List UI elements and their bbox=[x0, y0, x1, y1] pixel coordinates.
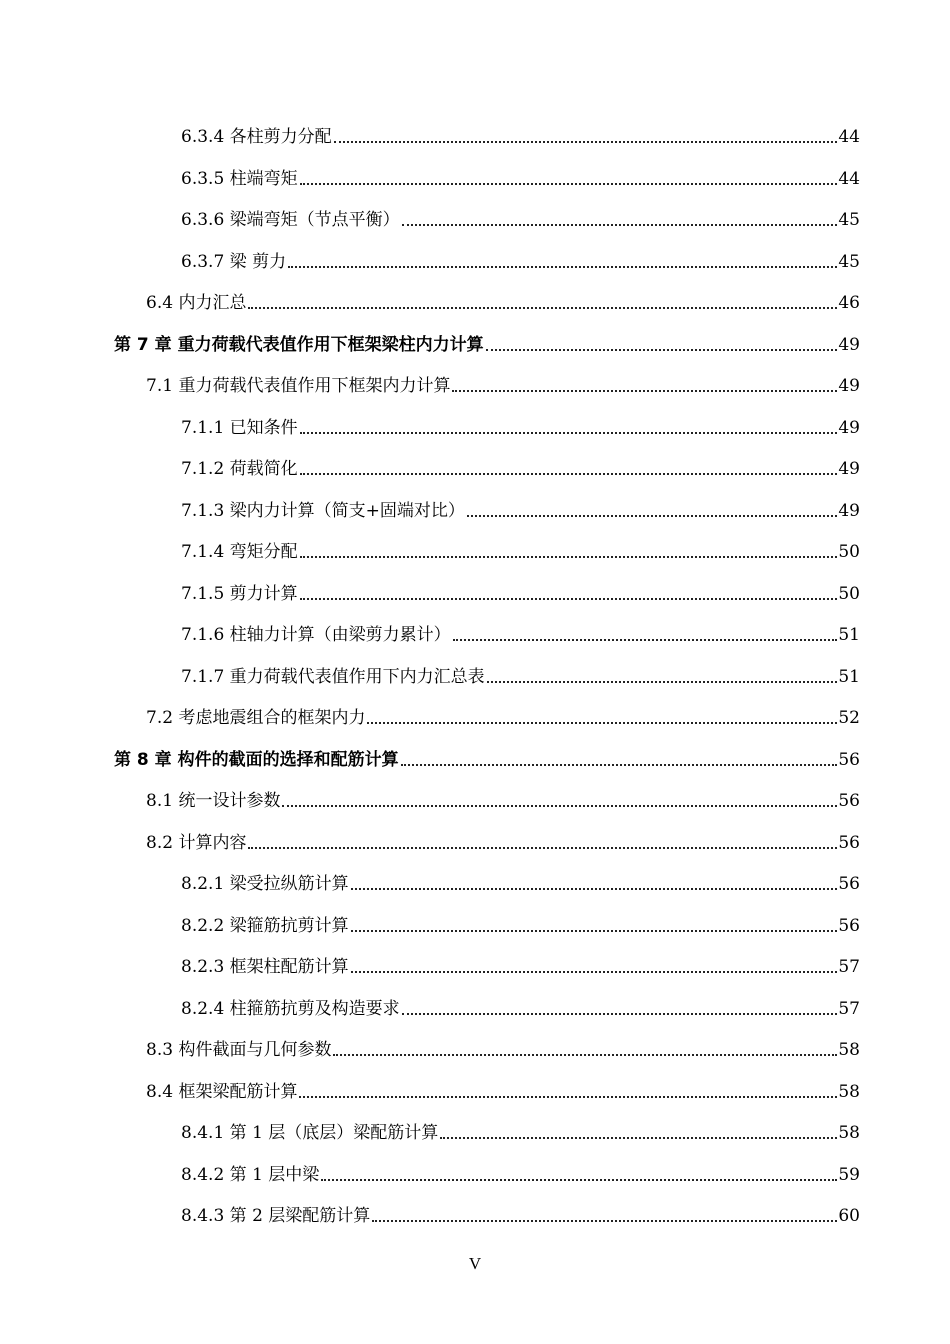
toc-leader-dots bbox=[440, 1137, 837, 1139]
toc-entry[interactable] bbox=[181, 992, 860, 1020]
toc-leader-dots bbox=[248, 307, 837, 309]
toc-entry-title: 7.1.4 弯矩分配 bbox=[181, 542, 298, 562]
toc-entry-page: 49 bbox=[838, 417, 860, 438]
toc-entry-title: 7.1 重力荷载代表值作用下框架内力计算 bbox=[146, 376, 451, 396]
toc-entry[interactable] bbox=[181, 203, 860, 231]
toc-entry-page: 44 bbox=[838, 127, 860, 147]
toc-leader-dots bbox=[248, 847, 837, 849]
toc-entry[interactable] bbox=[181, 120, 860, 148]
toc-leader-dots bbox=[300, 598, 837, 600]
toc-leader-dots bbox=[372, 1220, 837, 1222]
toc-entry-page: 45 bbox=[838, 251, 860, 272]
toc-leader-dots bbox=[288, 266, 837, 268]
toc-leader-dots bbox=[401, 764, 837, 766]
toc-entry[interactable] bbox=[181, 660, 860, 688]
toc-leader-dots bbox=[402, 224, 837, 226]
toc-entry-page: 56 bbox=[838, 874, 860, 894]
toc-entry-title: 7.1.6 柱轴力计算（由梁剪力累计） bbox=[181, 625, 451, 645]
toc-entry[interactable] bbox=[181, 618, 860, 646]
toc-entry-title: 6.3.6 梁端弯矩（节点平衡） bbox=[181, 210, 400, 230]
toc-entry[interactable] bbox=[146, 826, 860, 854]
toc-leader-dots bbox=[300, 432, 837, 434]
toc-leader-dots bbox=[334, 141, 837, 143]
toc-leader-dots bbox=[452, 390, 837, 392]
toc-entry-page: 45 bbox=[838, 210, 860, 230]
toc-entry-title: 6.3.7 梁 剪力 bbox=[181, 251, 287, 272]
toc-leader-dots bbox=[402, 1013, 837, 1015]
toc-entry-title: 第 8 章 构件的截面的选择和配筋计算 bbox=[114, 749, 399, 770]
toc-entry[interactable] bbox=[146, 1033, 860, 1061]
toc-entry[interactable] bbox=[146, 1075, 860, 1103]
toc-entry-page: 60 bbox=[838, 1206, 860, 1226]
toc-entry-title: 8.2.3 框架柱配筋计算 bbox=[181, 957, 349, 977]
toc-entry-page: 58 bbox=[838, 1081, 860, 1102]
toc-entry[interactable] bbox=[181, 1199, 860, 1227]
toc-leader-dots bbox=[333, 1054, 837, 1056]
toc-leader-dots bbox=[453, 639, 837, 641]
toc-entry-page: 44 bbox=[838, 168, 860, 189]
toc-entry-page: 56 bbox=[838, 832, 860, 853]
toc-entry-page: 50 bbox=[838, 583, 860, 604]
toc-leader-dots bbox=[351, 971, 837, 973]
toc-leader-dots bbox=[300, 183, 837, 185]
toc-entry-page: 56 bbox=[838, 915, 860, 936]
toc-entry[interactable] bbox=[181, 535, 860, 563]
toc-entry-page: 57 bbox=[838, 957, 860, 977]
toc-leader-dots bbox=[300, 556, 837, 558]
toc-entry-page: 49 bbox=[838, 500, 860, 521]
toc-entry-title: 8.4.2 第 1 层中梁 bbox=[181, 1164, 320, 1185]
toc-entry[interactable] bbox=[146, 784, 860, 812]
toc-leader-dots bbox=[282, 805, 837, 807]
toc-entry[interactable] bbox=[181, 411, 860, 439]
toc-entry-page: 49 bbox=[838, 459, 860, 479]
toc-entry-title: 8.3 构件截面与几何参数 bbox=[146, 1040, 332, 1060]
toc-entry[interactable] bbox=[181, 577, 860, 605]
toc-entry[interactable] bbox=[181, 494, 860, 522]
toc-entry[interactable] bbox=[181, 162, 860, 190]
toc-entry-title: 8.2 计算内容 bbox=[146, 832, 247, 853]
toc-leader-dots bbox=[299, 1096, 837, 1098]
toc-entry[interactable] bbox=[181, 909, 860, 937]
toc-leader-dots bbox=[487, 681, 837, 683]
toc-entry[interactable] bbox=[146, 369, 860, 397]
toc-entry[interactable] bbox=[114, 743, 860, 771]
toc-entry[interactable] bbox=[181, 867, 860, 895]
toc-entry-page: 51 bbox=[838, 625, 860, 645]
page-number: V bbox=[468, 1254, 482, 1273]
toc-leader-dots bbox=[351, 930, 837, 932]
toc-leader-dots bbox=[300, 473, 837, 475]
toc-entry-page: 59 bbox=[838, 1164, 860, 1185]
toc-entry-page: 56 bbox=[838, 791, 860, 811]
toc-leader-dots bbox=[467, 515, 837, 517]
toc-entry[interactable] bbox=[181, 452, 860, 480]
toc-entry-page: 57 bbox=[838, 998, 860, 1019]
toc-entry-title: 8.1 统一设计参数 bbox=[146, 791, 281, 811]
toc-entry-title: 6.4 内力汇总 bbox=[146, 293, 247, 313]
toc-entry[interactable] bbox=[181, 1116, 860, 1144]
toc-entry-title: 8.2.1 梁受拉纵筋计算 bbox=[181, 874, 349, 894]
toc-entry-page: 51 bbox=[838, 666, 860, 687]
toc-entry-page: 58 bbox=[838, 1123, 860, 1143]
toc-entry-page: 49 bbox=[838, 376, 860, 396]
toc-leader-dots bbox=[367, 722, 837, 724]
toc-entry-title: 7.1.2 荷载简化 bbox=[181, 459, 298, 479]
toc-entry-title: 第 7 章 重力荷载代表值作用下框架梁柱内力计算 bbox=[114, 334, 484, 355]
toc-entry-page: 46 bbox=[838, 293, 860, 313]
toc-entry-page: 50 bbox=[838, 542, 860, 562]
toc-entry-page: 56 bbox=[838, 749, 860, 770]
toc-entry-page: 52 bbox=[838, 708, 860, 728]
toc-entry[interactable] bbox=[181, 950, 860, 978]
toc-entry-title: 7.1.3 梁内力计算（简支+固端对比） bbox=[181, 500, 465, 521]
toc-entry[interactable] bbox=[181, 245, 860, 273]
toc-entry-title: 7.1.7 重力荷载代表值作用下内力汇总表 bbox=[181, 666, 485, 687]
toc-entry-title: 7.2 考虑地震组合的框架内力 bbox=[146, 708, 366, 728]
toc-entry-title: 6.3.4 各柱剪力分配 bbox=[181, 127, 332, 147]
toc-entry-title: 8.2.2 梁箍筋抗剪计算 bbox=[181, 915, 349, 936]
toc-entry[interactable] bbox=[146, 286, 860, 314]
toc-entry-title: 8.4.1 第 1 层（底层）梁配筋计算 bbox=[181, 1123, 439, 1143]
toc-entry-title: 6.3.5 柱端弯矩 bbox=[181, 168, 298, 189]
toc-entry[interactable] bbox=[181, 1158, 860, 1186]
toc-leader-dots bbox=[486, 349, 837, 351]
toc-entry[interactable] bbox=[114, 328, 860, 356]
toc-entry-title: 7.1.1 已知条件 bbox=[181, 417, 298, 438]
toc-entry-title: 7.1.5 剪力计算 bbox=[181, 583, 298, 604]
toc-entry-title: 8.2.4 柱箍筋抗剪及构造要求 bbox=[181, 998, 400, 1019]
toc-entry-title: 8.4.3 第 2 层梁配筋计算 bbox=[181, 1206, 371, 1226]
toc-entry[interactable] bbox=[146, 701, 860, 729]
toc-entry-page: 49 bbox=[838, 334, 860, 355]
toc-entry-page: 58 bbox=[838, 1040, 860, 1060]
toc-leader-dots bbox=[321, 1179, 837, 1181]
toc-entry-title: 8.4 框架梁配筋计算 bbox=[146, 1081, 298, 1102]
toc-leader-dots bbox=[351, 888, 837, 890]
